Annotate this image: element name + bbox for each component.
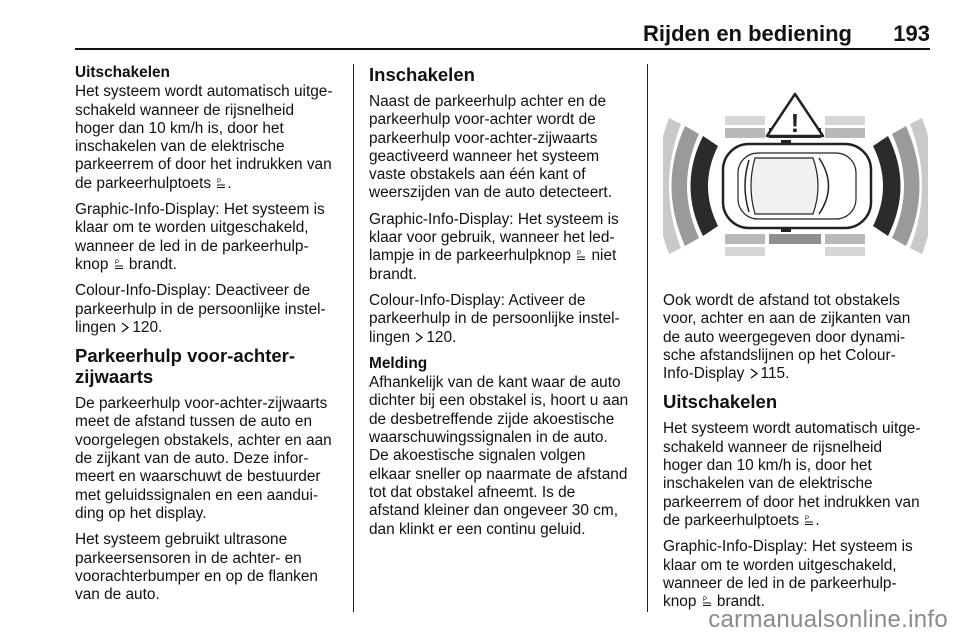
side-zone [725,234,765,244]
side-zone [725,247,765,256]
paragraph: Naast de parkeerhulp achter en de parkeerhulp voor-achter wordt de parkeerhulp voor-achter-zijwaarts geactiveerd wanneer het systeem vaste obstakels aan één kant of weerszijden van de auto detecteert. [369,93,612,202]
column-right [663,292,928,619]
section-heading-inschakelen: Inschakelen [369,64,475,85]
car-top-view [723,140,871,232]
section-heading-uitschakelen: Uitschakelen [663,391,778,413]
svg-text:P: P [702,597,707,604]
paragraph: Het systeem wordt automatisch uitge- schakeld wanneer de rijsnelheid hoger dan 10 km/h is, door het inschakelen van de elektrische parkeerrem of door het indrukken van de parkeerhulptoets P . [75,83,333,192]
side-zone [825,128,865,138]
watermark: carmanualsonline.info [708,606,948,633]
page-header [75,0,930,48]
chapter-title: Rijden en bediening [642,21,852,46]
page-number: 193 [893,21,930,46]
parking-assist-icon [804,514,814,526]
paragraph: Ook wordt de afstand tot obstakels voor, achter en aan de zijkanten van de auto weergegeven door dynami- sche afstandslijnen op het Colour- Info-Display 115. [663,292,911,383]
side-zone [825,116,865,125]
paragraph: Colour-Info-Display: Activeer de parkeerhulp in de persoonlijke instel- lingen 120. [369,291,620,346]
column-left [75,62,340,612]
side-zone [725,128,765,138]
page-ref-arrow-icon [749,368,759,379]
parking-assist-icon [216,177,226,189]
parking-sensor-illustration [663,86,928,286]
paragraph: Afhankelijk van de kant waar de auto dichter bij een obstakel is, hoort u aan de desbetreffende zijde akoestische waarschuwingssignalen in de auto. De akoestische signalen volgen elkaar sneller op naarmate de afstand tot dat obstakel afneemt. Is de afstand kleiner dan ongeveer 30 cm, dan klinkt er een continu geluid. [369,374,629,538]
paragraph: Graphic-Info-Display: Het systeem is klaar om te worden uitgeschakeld, wanneer de led in de parkeerhulp- knop P brandt. [75,201,325,273]
parking-assist-icon [114,258,124,270]
subheading-melding: Melding [369,354,428,372]
svg-text:P: P [217,178,222,185]
paragraph: Colour-Info-Display: Deactiveer de parkeerhulp in de persoonlijke instel- lingen 120. [75,282,326,336]
paragraph: De parkeerhulp voor-achter-zijwaarts meet de afstand tussen de auto en voorgelegen obstakels, achter en aan de zijkant van de auto. Deze infor- meert en waarschuwt de bestuurder met geluidssignalen en een aandui- ding op het display. [75,395,332,522]
side-zone [725,116,765,125]
side-zone [825,234,865,244]
subheading-uitschakelen: Uitschakelen [75,64,170,81]
paragraph: Graphic-Info-Display: Het systeem is klaar voor gebruik, wanneer het led- lampje in de parkeerhulpknop P niet brandt. [369,210,619,283]
parking-assist-icon [576,249,586,261]
column-divider [353,64,354,612]
paragraph: Het systeem gebruikt ultrasone parkeersensoren in de achter- en voorachterbumper en op de flanken van de auto. [75,531,318,604]
column-middle [369,62,634,547]
paragraph: Graphic-Info-Display: Het systeem is klaar om te worden uitgeschakeld, wanneer de led in de parkeerhulp- knop P brandt. [663,538,913,611]
svg-text:P: P [114,259,119,266]
page-ref-arrow-icon [414,332,424,343]
column-divider [647,64,648,612]
paragraph: Het systeem wordt automatisch uitge- schakeld wanneer de rijsnelheid hoger dan 10 km/h is, door het inschakelen van de elektrische parkeerrem of door het indrukken van de parkeerhulptoets P . [663,420,921,529]
section-heading: Parkeerhulp voor-achter- zijwaarts [75,345,296,388]
side-zone [769,234,821,244]
svg-text:P: P [805,515,810,522]
side-zone [825,247,865,256]
header-rule [75,48,930,50]
svg-text:P: P [577,251,582,258]
page-ref-arrow-icon [120,322,130,333]
svg-text:!: ! [790,108,800,138]
